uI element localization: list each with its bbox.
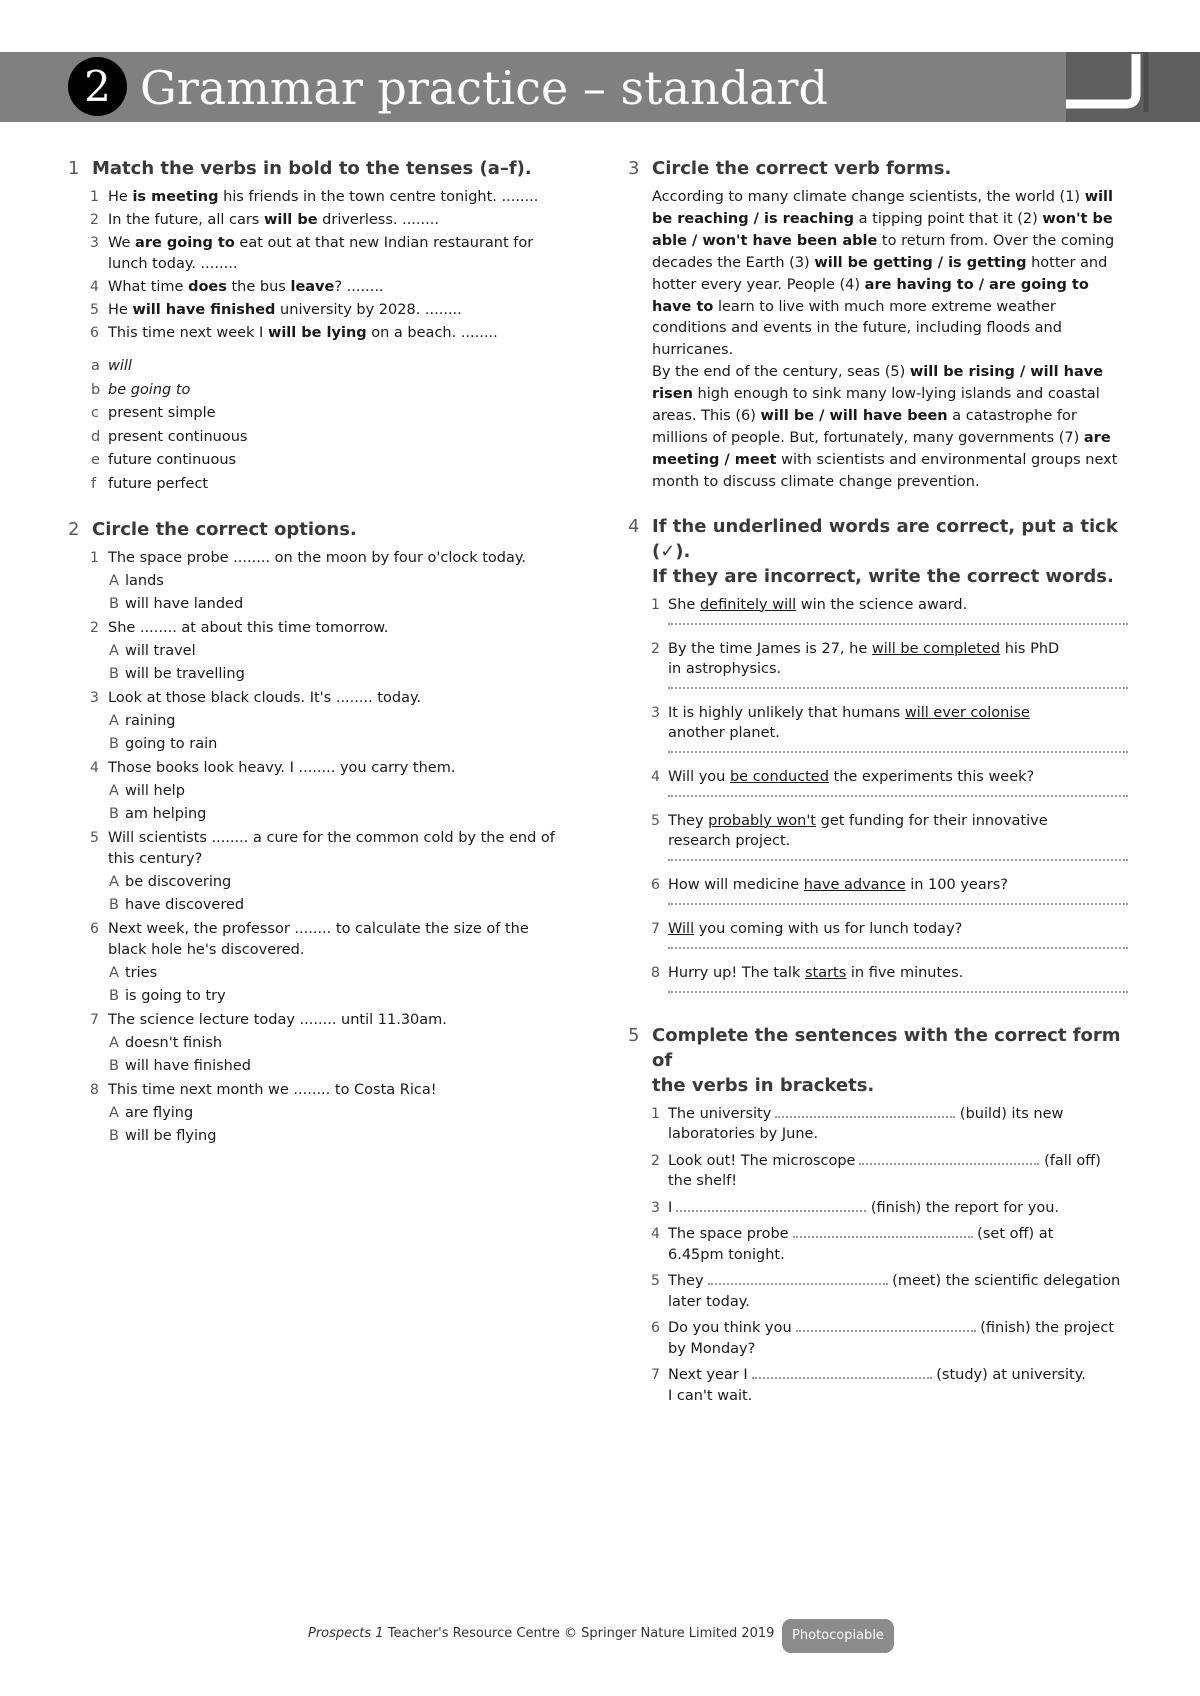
option-text: will be flying (125, 1128, 217, 1144)
section-1 (68, 156, 568, 495)
answer-line[interactable] (668, 679, 1128, 689)
footer-copyright: Prospects 1 Teacher's Resource Centre © Springer Nature Limited 2019 (308, 1626, 775, 1641)
question-number: 5 (90, 302, 99, 318)
question-text: Will you (668, 768, 730, 785)
answer-blank[interactable] (796, 1318, 976, 1332)
section-4 (628, 514, 1133, 993)
question-text: Next week, the professor ........ to calculate the size of the black hole he's discovered. (108, 920, 529, 958)
question-item (628, 703, 1133, 743)
question-text: later today. (668, 1293, 750, 1310)
option-text: going to rain (125, 736, 218, 752)
question-text: The university (668, 1105, 772, 1122)
bold-verb: will be (263, 212, 318, 228)
tense-letter: c (91, 405, 99, 421)
question-number: 2 (651, 1152, 660, 1169)
option-letter: B (109, 806, 119, 822)
question-item (68, 187, 568, 208)
underlined-words: will ever colonise (904, 704, 1030, 721)
option-letter: B (109, 1058, 119, 1074)
question-text: the shelf! (668, 1173, 738, 1190)
question-text: (set off) at (972, 1226, 1054, 1243)
question-text: his friends in the town centre tonight. ........ (218, 189, 539, 205)
question-item (628, 811, 1133, 851)
question-number: 2 (90, 619, 99, 636)
question-item (68, 233, 568, 275)
tense-option (68, 380, 568, 401)
question-text: Hurry up! The talk (668, 964, 805, 981)
question-text: by Monday? (668, 1340, 756, 1357)
question-text: They (668, 1273, 704, 1290)
question-text: They (668, 812, 709, 829)
question-text: (finish) the project (975, 1320, 1114, 1337)
option-text: will help (125, 782, 185, 799)
option-5[interactable]: will be rising / will have risen (652, 364, 1104, 403)
question-item (628, 1224, 1133, 1265)
option-text: am helping (125, 806, 207, 822)
answer-line[interactable] (668, 743, 1128, 753)
question-text: What time (108, 279, 189, 295)
bold-verb: is meeting (132, 189, 219, 205)
question-number: 3 (90, 689, 99, 706)
option-text: will be travelling (125, 666, 245, 682)
answer-option-a[interactable] (68, 641, 568, 662)
question-number: 4 (90, 759, 99, 776)
underlined-words: starts (804, 964, 847, 981)
option-text: will travel (125, 642, 196, 659)
option-3[interactable]: will be getting / is getting (814, 254, 1027, 271)
question-text: eat out at that new Indian restaurant for lunch today. ........ (108, 235, 534, 272)
question-text: This time next week I (108, 325, 268, 341)
option-text: be discovering (125, 873, 232, 890)
tense-letter: b (91, 381, 101, 398)
question-item (68, 277, 568, 298)
question-text: (build) its new (955, 1105, 1064, 1122)
answer-option-a[interactable] (68, 872, 568, 893)
question-item (628, 963, 1133, 983)
question-text: It is highly unlikely that humans (668, 704, 905, 721)
question-item (628, 1198, 1133, 1219)
answer-option-b[interactable] (68, 1056, 568, 1077)
answer-blank[interactable] (775, 1104, 955, 1118)
question-item (628, 1318, 1133, 1359)
tense-list (68, 356, 568, 495)
answer-option-b[interactable] (68, 895, 568, 916)
question-text: in astrophysics. (668, 660, 782, 677)
option-text: is going to try (125, 988, 226, 1004)
option-text: raining (125, 712, 176, 729)
question-text: We (108, 235, 136, 251)
answer-line[interactable] (668, 939, 1128, 949)
question-text: in five minutes. (846, 964, 964, 981)
answer-blank[interactable] (859, 1151, 1039, 1165)
tense-letter: f (91, 475, 97, 492)
option-text: have discovered (125, 897, 245, 913)
question-text: I (668, 1199, 673, 1216)
bold-verb: are going to (135, 235, 235, 251)
question-item (628, 1151, 1133, 1192)
question-text: He (108, 302, 133, 318)
underlined-words: be conducted (729, 768, 829, 785)
option-letter: A (109, 1034, 119, 1051)
tense-name: present continuous (108, 428, 248, 445)
climate-passage: According to many climate change scientists, the world (1) will be reaching / is reaching a tipping point that it (2) won't be able / won't have been able to return from. Over the coming decades the Earth (3) will be getting / is getting hotter and hotter every year. People (4) are having to / are going to have to learn to live with much more extreme weather conditions and events in the future, including floods and hurricanes. By the end of the century, seas (5) will be rising / will have risen high enough to sink many low-lying islands and coastal areas. This (6) will be / will have been a catastrophe for millions of people. But, fortunately, many governments (7) are meeting / meet with scientists and environmental groups next month to discuss climate change prevention. (652, 189, 1118, 490)
question-text: Those books look heavy. I ........ you carry them. (108, 759, 456, 776)
option-1[interactable]: will be reaching / is reaching (652, 189, 1113, 227)
answer-option-a[interactable] (68, 1103, 568, 1124)
question-item (68, 548, 568, 569)
answer-option-a[interactable] (68, 571, 568, 592)
tense-option (68, 403, 568, 424)
option-letter: A (109, 1104, 119, 1121)
question-item (628, 767, 1133, 787)
answer-line[interactable] (668, 983, 1128, 993)
question-item (68, 1010, 568, 1031)
answer-blank[interactable] (752, 1365, 932, 1379)
answer-option-b[interactable] (68, 986, 568, 1007)
question-text: on a beach. ........ (366, 325, 498, 341)
answer-option-a[interactable] (68, 1033, 568, 1054)
underlined-words: probably won't (708, 812, 816, 829)
question-text: (study) at university. (931, 1367, 1086, 1384)
option-letter: B (109, 1128, 119, 1144)
bold-verb: does (188, 279, 227, 295)
section-3-heading: 3 Circle the correct verb forms. (628, 158, 952, 179)
question-text: Look out! The microscope (668, 1152, 856, 1169)
tense-name: will (108, 358, 132, 374)
section-2 (68, 517, 568, 1148)
question-text: The science lecture today ........ until 11.30am. (108, 1011, 447, 1028)
question-text: driverless. ........ (317, 212, 439, 228)
question-text: (meet) the scientific delegation (887, 1273, 1121, 1290)
answer-line[interactable] (668, 895, 1128, 905)
right-column (628, 156, 1133, 1426)
answer-option-b[interactable] (68, 734, 568, 755)
tense-name: future perfect (108, 475, 209, 492)
option-letter: B (109, 596, 119, 612)
question-text: (finish) the report for you. (866, 1199, 1060, 1216)
question-number: 1 (651, 596, 660, 613)
tense-option (68, 356, 568, 377)
section-5-number: 5 (628, 1024, 640, 1046)
tense-name: present simple (108, 405, 216, 421)
question-text: She (668, 596, 700, 613)
underlined-words: Will (668, 920, 695, 937)
question-number: 3 (651, 1199, 660, 1216)
question-item (628, 639, 1133, 679)
option-letter: B (109, 736, 119, 752)
tense-letter: a (91, 358, 100, 374)
section-4-number: 4 (628, 515, 640, 537)
option-4[interactable]: are having to / are going to have to (652, 276, 1089, 315)
section-2-number: 2 (68, 518, 80, 540)
tense-option (68, 474, 568, 495)
tense-name: future continuous (108, 452, 237, 468)
tense-letter: e (91, 452, 100, 468)
option-letter: B (109, 666, 119, 682)
question-item (628, 1271, 1133, 1312)
question-number: 3 (90, 235, 99, 251)
question-text: 6.45pm tonight. (668, 1246, 785, 1263)
section-1-items (68, 187, 568, 344)
question-text: get funding for their innovative (816, 812, 1048, 829)
question-number: 2 (90, 212, 99, 228)
question-item (68, 688, 568, 709)
underlined-words: will be completed (871, 640, 1001, 657)
question-item (628, 875, 1133, 895)
bold-verb: will have finished (132, 302, 276, 318)
option-letter: B (109, 988, 119, 1004)
question-number: 4 (651, 768, 660, 785)
question-item (628, 1104, 1133, 1145)
question-text: laboratories by June. (668, 1126, 819, 1143)
question-text: another planet. (668, 724, 780, 741)
underlined-words: have advance (803, 876, 906, 893)
question-number: 6 (90, 325, 99, 341)
question-text: She ........ at about this time tomorrow. (108, 619, 389, 636)
question-number: 6 (90, 920, 99, 937)
question-number: 1 (90, 549, 99, 566)
section-2-items (68, 548, 568, 1148)
section-4-heading: 4 If the underlined words are correct, put a tick (✓). If they are incorrect, write the correct words. (628, 515, 1118, 587)
option-text: are flying (125, 1104, 194, 1121)
option-letter: A (109, 964, 119, 981)
question-number: 7 (651, 1367, 660, 1384)
tense-option (68, 427, 568, 448)
question-text: his PhD (1000, 640, 1060, 657)
question-number: 5 (651, 1273, 660, 1290)
question-number: 5 (90, 829, 99, 846)
question-number: 1 (90, 189, 99, 205)
section-4-items (628, 595, 1133, 993)
question-number: 7 (651, 920, 660, 937)
question-text: I can't wait. (668, 1387, 753, 1404)
section-1-number: 1 (68, 158, 80, 179)
option-6[interactable]: will be / will have been (760, 408, 948, 425)
answer-option-a[interactable] (68, 963, 568, 984)
question-text: Look at those black clouds. It's ........ today. (108, 689, 422, 706)
corner-logo-icon (1066, 52, 1200, 122)
option-2[interactable]: won't be able / won't have been able (652, 210, 1113, 249)
option-letter: A (109, 873, 119, 890)
answer-option-b[interactable] (68, 664, 568, 685)
question-text: research project. (668, 832, 791, 849)
question-text: (fall off) (1039, 1152, 1101, 1169)
option-letter: B (109, 897, 119, 913)
page-title: Grammar practice – standard (140, 61, 828, 115)
question-item (68, 758, 568, 779)
question-number: 3 (651, 704, 660, 721)
question-number: 4 (651, 1226, 660, 1243)
question-item (628, 919, 1133, 939)
question-item (68, 300, 568, 321)
tense-option (68, 450, 568, 471)
answer-option-a[interactable] (68, 781, 568, 802)
answer-blank[interactable] (676, 1198, 866, 1212)
section-1-heading: 1 Match the verbs in bold to the tenses (a–f). (68, 158, 532, 179)
option-text: will have landed (125, 596, 244, 612)
section-3 (628, 156, 1133, 494)
question-text: Do you think you (668, 1320, 792, 1337)
answer-option-b[interactable] (68, 1126, 568, 1147)
answer-option-b[interactable] (68, 804, 568, 825)
question-item (68, 618, 568, 639)
option-7[interactable]: are meeting / meet (652, 429, 1111, 468)
underlined-words: definitely will (699, 596, 797, 613)
question-item (68, 919, 568, 961)
left-column (68, 156, 568, 1167)
question-text: By the time James is 27, he (668, 640, 872, 657)
option-text: will have finished (125, 1058, 251, 1074)
question-number: 7 (90, 1011, 99, 1028)
option-text: doesn't finish (125, 1034, 223, 1051)
bold-verb: will be lying (267, 325, 367, 341)
tense-name: be going to (108, 381, 191, 398)
question-text: The space probe (668, 1226, 789, 1243)
question-item (68, 210, 568, 231)
question-item (628, 595, 1133, 615)
section-5-items (628, 1104, 1133, 1407)
question-number: 6 (651, 1320, 660, 1337)
question-text: university by 2028. ........ (275, 302, 462, 318)
answer-option-b[interactable] (68, 594, 568, 615)
section-3-number: 3 (628, 158, 640, 179)
section-2-heading: 2 Circle the correct options. (68, 518, 357, 540)
section-5-heading: 5 Complete the sentences with the correct form of the verbs in brackets. (628, 1024, 1121, 1096)
answer-blank[interactable] (793, 1224, 973, 1238)
answer-line[interactable] (668, 851, 1128, 861)
option-text: tries (125, 964, 158, 981)
question-number: 5 (651, 812, 660, 829)
question-item (68, 828, 568, 870)
question-text: Will scientists ........ a cure for the common cold by the end of this century? (108, 829, 555, 867)
question-text: in 100 years? (905, 876, 1008, 893)
question-text: He (108, 189, 133, 205)
question-text: you coming with us for lunch today? (694, 920, 963, 937)
question-number: 6 (651, 876, 660, 893)
tense-letter: d (91, 428, 101, 445)
question-text: the bus (226, 279, 291, 295)
question-text: The space probe ........ on the moon by four o'clock today. (108, 549, 527, 566)
answer-option-a[interactable] (68, 711, 568, 732)
question-item (68, 323, 568, 344)
question-number: 8 (90, 1081, 99, 1098)
option-letter: A (109, 572, 119, 589)
option-letter: A (109, 712, 119, 729)
question-text: the experiments this week? (828, 768, 1035, 785)
option-text: lands (125, 572, 164, 589)
question-text: How will medicine (668, 876, 804, 893)
question-text: Next year I (668, 1367, 748, 1384)
photocopiable-badge: Photocopiable (782, 1619, 894, 1653)
question-text: In the future, all cars (108, 212, 264, 228)
question-number: 2 (651, 640, 660, 657)
option-letter: A (109, 782, 119, 799)
question-text: win the science award. (796, 596, 968, 613)
question-text: This time next month we ........ to Costa Rica! (108, 1081, 437, 1098)
answer-blank[interactable] (708, 1271, 888, 1285)
question-text: ? ........ (334, 279, 384, 295)
answer-line[interactable] (668, 615, 1128, 625)
option-letter: A (109, 642, 119, 659)
question-item (68, 1080, 568, 1101)
question-number: 8 (651, 964, 660, 981)
question-number: 1 (651, 1105, 660, 1122)
question-item (628, 1365, 1133, 1406)
question-number: 4 (90, 279, 99, 295)
unit-number-badge: 2 (68, 57, 127, 116)
bold-verb: leave (290, 279, 335, 295)
section-5 (628, 1023, 1133, 1407)
answer-line[interactable] (668, 787, 1128, 797)
